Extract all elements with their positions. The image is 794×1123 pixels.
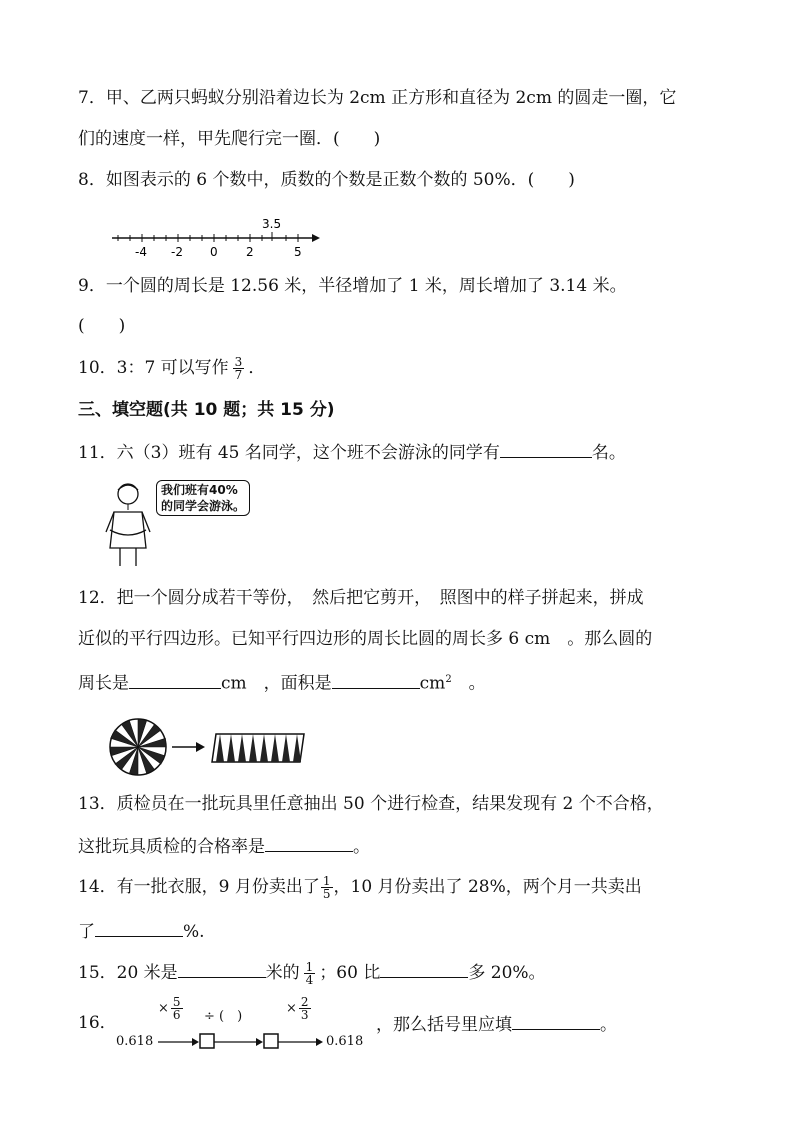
q11-line: 11．六（3）班有 45 名同学，这个班不会游泳的同学有 名。: [78, 439, 626, 465]
number-line-figure: [108, 212, 324, 258]
q9-line1: 9．一个圆的周长是 12.56 米，半径增加了 1 米，周长增加了 3.14 米。: [78, 276, 627, 296]
operator-times-two-thirds: × $\frac{2}{3}$: [286, 995, 309, 1022]
arrow-head: [196, 742, 205, 752]
q10-line: 10．3：7 可以写作 $\frac{3}{7}$ ．: [78, 355, 266, 382]
parallelogram: [212, 734, 304, 762]
fraction: $\frac{1}{5}$: [322, 874, 331, 901]
q12-line1: 12．把一个圆分成若干等份， 然后把它剪开， 照图中的样子拼起来，拼成: [78, 588, 644, 608]
q16-label: 16．: [78, 1013, 117, 1033]
q13-line2: 这批玩具质检的合格率是 。: [78, 833, 370, 859]
q8-text: 8．如图表示的 6 个数中，质数的个数是正数个数的 50%．( ): [78, 170, 575, 190]
answer-blank[interactable]: [500, 439, 592, 458]
operator-divide-blank: ÷ ( ): [204, 1009, 243, 1024]
q12-line2: 近似的平行四边形。已知平行四边形的周长比圆的周长多 6 cm 。那么圆的: [78, 629, 653, 649]
answer-blank[interactable]: [380, 959, 468, 978]
answer-blank[interactable]: [178, 959, 266, 978]
tick-label: -2: [171, 245, 183, 258]
fraction: $\frac{1}{4}$: [305, 960, 314, 987]
q12-line3: 周长是 cm ，面积是 $cm^2$ 。: [78, 668, 486, 696]
answer-blank[interactable]: [265, 833, 353, 852]
q7-line2: 们的速度一样，甲先爬行完一圈．( ): [78, 129, 381, 149]
girl-speech-figure: [104, 478, 274, 570]
q9-line2: ( ): [78, 316, 126, 336]
tick-label: 2: [246, 245, 254, 258]
girl-illustration: [104, 478, 164, 570]
tick-label: -4: [135, 245, 147, 258]
tick-label: 0: [210, 245, 218, 258]
answer-blank[interactable]: [129, 670, 221, 689]
box-placeholder: [264, 1034, 278, 1048]
section-title: 三、填空题(共 10 题；共 15 分): [78, 400, 335, 420]
q13-line1: 13．质检员在一批玩具里任意抽出 50 个进行检查，结果发现有 2 个不合格，: [78, 794, 664, 814]
start-value: 0.618: [116, 1034, 154, 1049]
fraction: $\frac{3}{7}$: [234, 355, 243, 382]
tick-label: 3.5: [262, 217, 282, 231]
speech-bubble: 我们班有40% 的同学会游泳。: [156, 480, 250, 516]
answer-blank[interactable]: [512, 1011, 600, 1030]
flow-arrows: [156, 1032, 328, 1052]
box-placeholder: [200, 1034, 214, 1048]
q16-flow-diagram: [116, 996, 366, 1056]
answer-blank[interactable]: [95, 918, 183, 937]
q7-line1: 7．甲、乙两只蚂蚁分别沿着边长为 2cm 正方形和直径为 2cm 的圆走一圈，它: [78, 88, 677, 108]
q16-text: ，那么括号里应填 。: [376, 1011, 617, 1037]
answer-blank[interactable]: [332, 670, 420, 689]
end-value: 0.618: [326, 1034, 364, 1049]
tick-label: 5: [294, 245, 302, 258]
operator-times-five-sixths: × $\frac{5}{6}$: [158, 995, 181, 1022]
circle-to-parallelogram-figure: [108, 716, 308, 778]
q14-line2: 了 %.: [78, 918, 205, 944]
q15-line: 15．20 米是 米的 $\frac{1}{4}$ ；60 比 多 20%。: [78, 960, 546, 987]
number-line-arrow: [312, 234, 320, 242]
q14-line1: 14．有一批衣服，9 月份卖出了 $\frac{1}{5}$ ，10 月份卖出了 28%，两个月一共卖出: [78, 874, 642, 901]
